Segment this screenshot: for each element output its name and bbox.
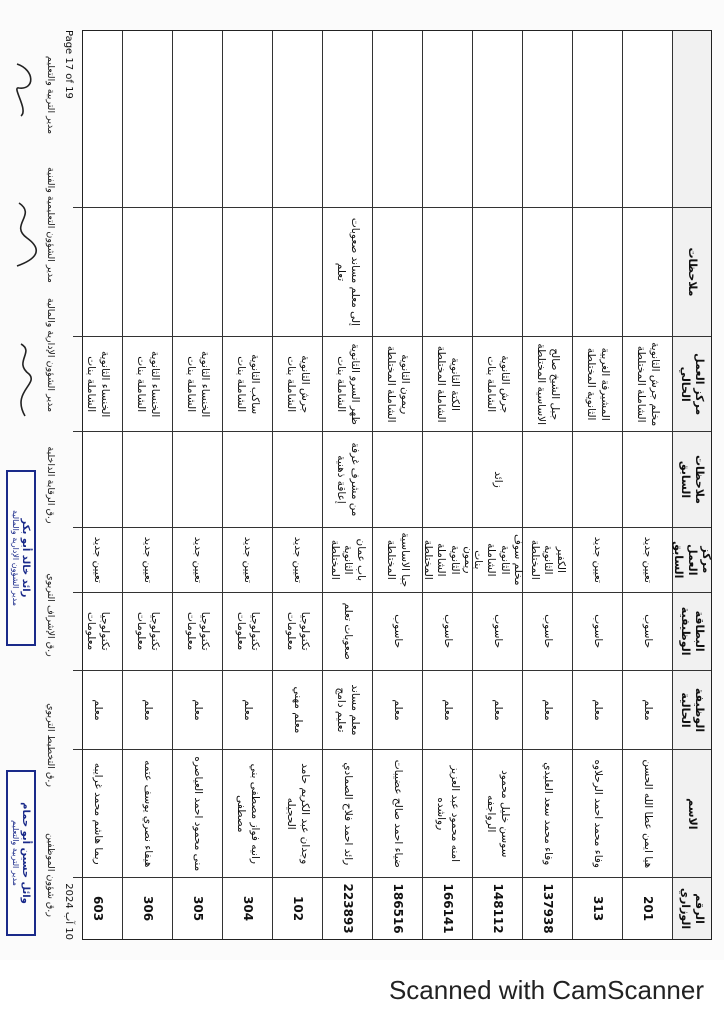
cell-notes (523, 207, 572, 337)
cell-prev-notes (523, 431, 572, 527)
table-row (522, 31, 572, 939)
table-header-row (672, 31, 711, 939)
cell-job: معلم (523, 670, 572, 750)
cell-name: رائد احمد فلاح الصمادي (323, 749, 372, 877)
cell-prev-notes (223, 431, 272, 527)
cell-card: تكنولوجيا معلومات (173, 592, 222, 670)
table-row (472, 31, 522, 939)
cell-extra (123, 31, 172, 207)
cell-notes (273, 207, 322, 337)
cell-prev-center: تعيين جديد (173, 527, 222, 592)
cell-job: معلم (373, 670, 422, 750)
cell-id: 305 (173, 877, 222, 939)
cell-extra (223, 31, 272, 207)
cell-card: حاسوب (623, 592, 672, 670)
cell-name: ربما هاشم محمد غرايبه (73, 749, 122, 877)
sig-admin: مدير الشؤون الإدارية والمالية (45, 297, 56, 413)
sig-staff: ر.ق شؤون الموظفين (45, 833, 56, 917)
cell-card: حاسوب (473, 592, 522, 670)
header-extra (673, 31, 711, 207)
cell-prev-center: مخلم سوف الثانوية الشاملة بنات (473, 527, 522, 592)
table-row (622, 31, 672, 939)
table-row (322, 31, 372, 939)
sig-edu-affairs: مدير الشؤون التعليمية والفنية (45, 167, 56, 283)
cell-prev-notes (273, 431, 322, 527)
cell-curr-center: الخنساء الثانوية الشاملة بنات (73, 336, 122, 431)
table-row (122, 31, 172, 939)
cell-prev-notes: من مشرف غرفة إعاقة ذهنية (323, 431, 372, 527)
cell-extra (573, 31, 622, 207)
sig-director: مدير التربية والتعليم (45, 55, 56, 135)
header-job: الوظيفة الحالية (673, 670, 711, 750)
cell-prev-center: تعيين جديد (123, 527, 172, 592)
header-prev-center: مركز العمل السابق (673, 527, 711, 592)
table-row (572, 31, 622, 939)
cell-card: تكنولوجيا معلومات (273, 592, 322, 670)
cell-curr-center: ريمون الثانوية الشاملة المختلطة (373, 336, 422, 431)
cell-id: 148112 (473, 877, 522, 939)
cell-notes (73, 207, 122, 337)
cell-name: وجدان عبد الكريم حامد الحجيله (273, 749, 322, 877)
cell-job: معلم مساند تعليم دامج (323, 670, 372, 750)
cell-prev-center: تعيين جديد (73, 527, 122, 592)
cell-card: حاسوب (573, 592, 622, 670)
cell-curr-center: مخلم جرش الثانوية الشاملة المختلطة (623, 336, 672, 431)
signature-scribble-2 (9, 340, 39, 420)
cell-id: 603 (73, 877, 122, 939)
cell-prev-notes: زائد (473, 431, 522, 527)
cell-notes (373, 207, 422, 337)
cell-prev-notes (173, 431, 222, 527)
cell-extra (173, 31, 222, 207)
cell-job: معلم (73, 670, 122, 750)
table-grid (83, 31, 711, 939)
cell-extra (423, 31, 472, 207)
footer-page: Page 17 of 19 (63, 30, 74, 99)
cell-extra (473, 31, 522, 207)
table-row (272, 31, 322, 939)
cell-card: صعوبات تعلم (323, 592, 372, 670)
cell-card: حاسوب (373, 592, 422, 670)
cell-id: 306 (123, 877, 172, 939)
cell-notes (473, 207, 522, 337)
cell-notes (423, 207, 472, 337)
staff-table (82, 30, 712, 940)
cell-curr-center: جبل الشيخ صالح الاساسية المختلطة (523, 336, 572, 431)
cell-curr-center: الخنساء الثانوية الشاملة بنات (123, 336, 172, 431)
signature-scribble-3 (9, 60, 39, 120)
cell-prev-center: تعيين جديد (623, 527, 672, 592)
cell-prev-center: جبا الاساسية المختلطة (373, 527, 422, 592)
cell-id: 137938 (523, 877, 572, 939)
header-curr-center: مركز العمل الحالي (673, 336, 711, 431)
cell-extra (623, 31, 672, 207)
header-notes: ملاحظات (673, 207, 711, 337)
cell-extra (373, 31, 422, 207)
cell-id: 186516 (373, 877, 422, 939)
admin-stamp (6, 470, 36, 646)
cell-curr-center: الكتة الثانوية الشاملة المختلطة (423, 336, 472, 431)
cell-notes (173, 207, 222, 337)
cell-job: معلم (123, 670, 172, 750)
cell-name: وفاء محمد سعد العليدي (523, 749, 572, 877)
cell-card: تكنولوجيا معلومات (223, 592, 272, 670)
header-prev-notes: ملاحظات السابق (673, 431, 711, 527)
cell-prev-notes (73, 431, 122, 527)
cell-card: حاسوب (423, 592, 472, 670)
cell-name: امنه محمود عبد العزيز رواشده (423, 749, 472, 877)
cell-prev-center: ريمون الثانوية الشاملة المختلطة (423, 527, 472, 592)
signature-scribble-1 (9, 200, 39, 270)
cell-curr-center: المشيرفة الغربية الثانوية المختلطة (573, 336, 622, 431)
cell-notes: إلى معلم مساند صعوبات تعلم (323, 207, 372, 337)
sig-supervision: ر.ق الإشراف التربوي (45, 573, 56, 657)
cell-name: هيا ايمن عطا الله الحسن (623, 749, 672, 877)
cell-card: تكنولوجيا معلومات (123, 592, 172, 670)
cell-notes (573, 207, 622, 337)
cell-curr-center: جرش الثانوية الشاملة بنات (273, 336, 322, 431)
sig-planning: ر.ق التخطيط التربوي (45, 703, 56, 787)
cell-name: ضياء احمد صالح عضيبات (373, 749, 422, 877)
cell-prev-center: تعيين جديد (273, 527, 322, 592)
cell-job: معلم (423, 670, 472, 750)
cell-job: معلم (173, 670, 222, 750)
cell-prev-center: باب عمان الثانوية المختلطة (323, 527, 372, 592)
footer-date: 10 آب 2024 (63, 883, 74, 940)
cell-id: 201 (623, 877, 672, 939)
cell-prev-center: الكفير الثانوية المختلطة (523, 527, 572, 592)
cell-name: هيفاء نصري يوسف عتمه (123, 749, 172, 877)
cell-curr-center: ساكب الثانوية الشاملة بنات (223, 336, 272, 431)
cell-extra (323, 31, 372, 207)
cell-prev-notes (423, 431, 472, 527)
cell-id: 304 (223, 877, 272, 939)
cell-notes (623, 207, 672, 337)
cell-card: حاسوب (523, 592, 572, 670)
camscanner-watermark: Scanned with CamScanner (388, 975, 704, 1005)
cell-name: وفاء محمد احمد الرحلاوه (573, 749, 622, 877)
cell-job: معلم (623, 670, 672, 750)
sig-audit: ر.ق الرقابة الداخلية (45, 446, 56, 524)
cell-job: معلم (473, 670, 522, 750)
table-row (222, 31, 272, 939)
cell-id: 166141 (423, 877, 472, 939)
director-stamp-name: وائل حسين أبو حمام (20, 802, 31, 904)
admin-stamp-name: رائد خالد أبو بكر (20, 518, 31, 598)
header-card: البطاقة الوظيفية (673, 592, 711, 670)
cell-notes (123, 207, 172, 337)
cell-id: 102 (273, 877, 322, 939)
header-name: الاسم (673, 749, 711, 877)
table-row (73, 31, 122, 939)
cell-extra (273, 31, 322, 207)
cell-curr-center: جرش الثانوية الشاملة بنات (473, 336, 522, 431)
cell-name: سوسن خليل محمود الرواجفه (473, 749, 522, 877)
cell-prev-notes (373, 431, 422, 527)
cell-extra (523, 31, 572, 207)
cell-prev-notes (623, 431, 672, 527)
cell-job: معلم (223, 670, 272, 750)
cell-notes (223, 207, 272, 337)
cell-card: تكنولوجيا معلومات (73, 592, 122, 670)
cell-id: 313 (573, 877, 622, 939)
page-footer (60, 30, 74, 940)
signature-row (34, 30, 56, 940)
director-stamp (6, 770, 36, 936)
cell-job: معلم (573, 670, 622, 750)
table-row (372, 31, 422, 939)
cell-name: منى محمود احمد العياصره (173, 749, 222, 877)
cell-job: معلم مهني (273, 670, 322, 750)
cell-id: 223893 (323, 877, 372, 939)
director-stamp-title: مدير التربية والتعليم (11, 820, 20, 886)
cell-prev-notes (123, 431, 172, 527)
cell-curr-center: ظهر السرو الثانوية الشاملة بنات (323, 336, 372, 431)
cell-extra (73, 31, 122, 207)
cell-name: رانيه فواز مصطفى بني مصطفى (223, 749, 272, 877)
table-row (422, 31, 472, 939)
table-row (172, 31, 222, 939)
cell-prev-center: تعيين جديد (573, 527, 622, 592)
cell-prev-notes (573, 431, 622, 527)
admin-stamp-title: مدير الشؤون الإدارية والمالية (11, 509, 20, 607)
cell-prev-center: تعيين جديد (223, 527, 272, 592)
header-id: الرقم الوزاري (673, 877, 711, 939)
cell-curr-center: الخنساء الثانوية الشاملة بنات (173, 336, 222, 431)
